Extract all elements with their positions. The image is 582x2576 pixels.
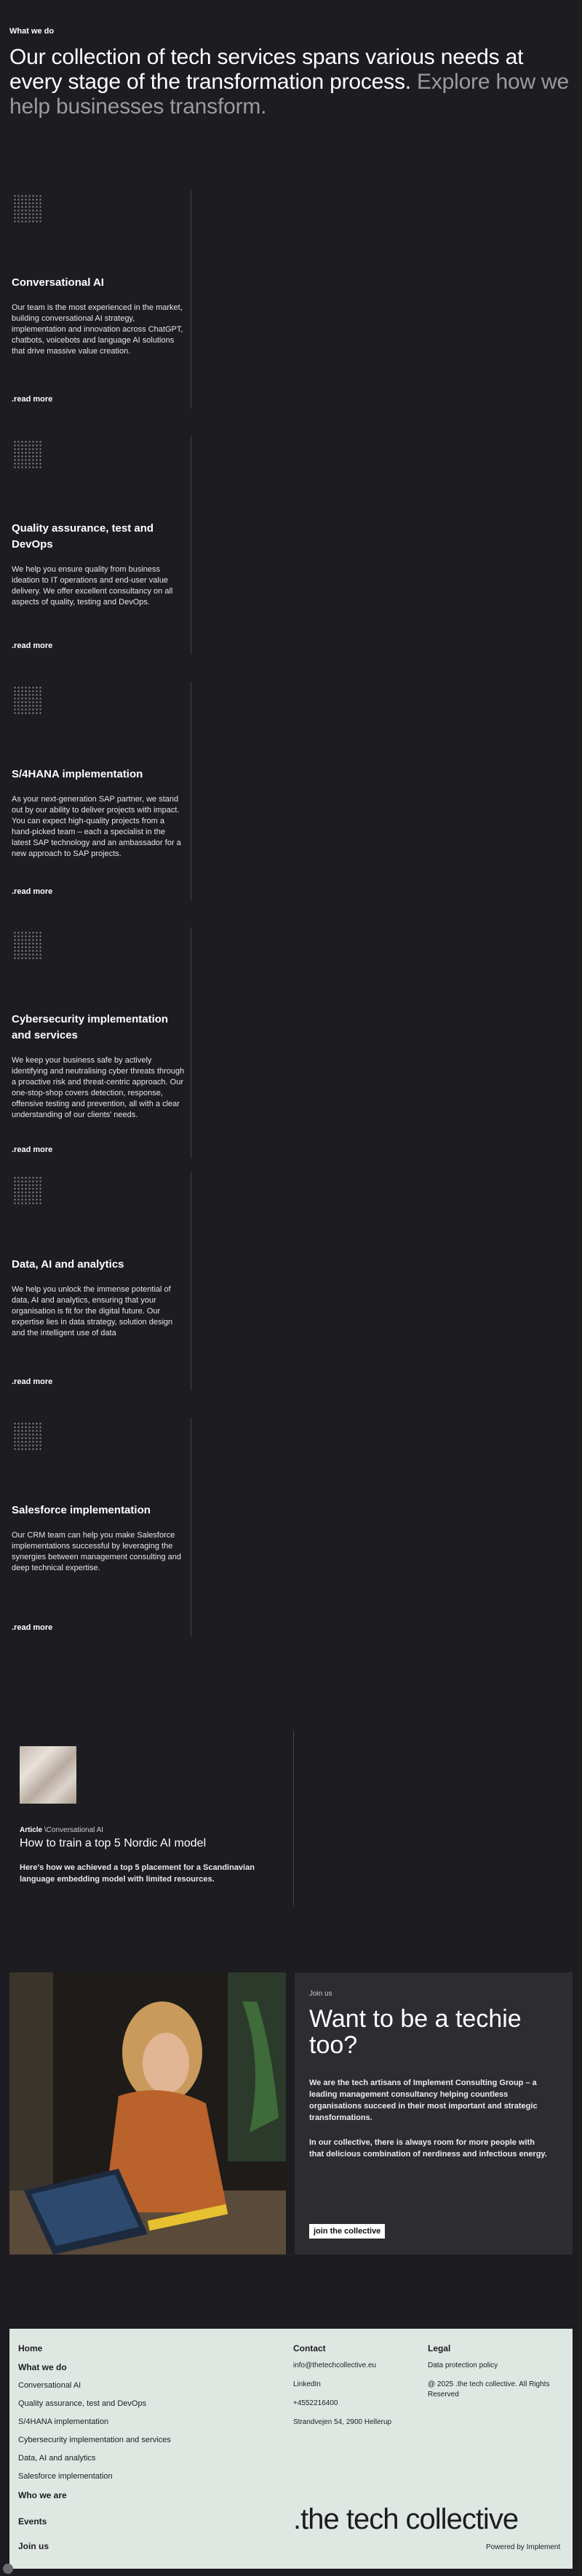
read-more-link[interactable]: .read more bbox=[12, 395, 53, 404]
footer-what-we-do-link[interactable]: What we do bbox=[18, 2362, 67, 2372]
read-more-link[interactable]: .read more bbox=[12, 1377, 53, 1386]
footer-link-s4hana[interactable]: S/4HANA implementation bbox=[18, 2417, 109, 2426]
service-card-conversational-ai bbox=[9, 191, 191, 409]
article-meta bbox=[20, 1826, 103, 1834]
footer-address: Strandvejen 54, 2900 Hellerup bbox=[293, 2418, 392, 2426]
footer-linkedin-link[interactable]: LinkedIn bbox=[293, 2380, 321, 2388]
dot-grid-icon bbox=[13, 440, 42, 469]
join-label: Join us bbox=[309, 1990, 332, 1998]
hero-heading bbox=[9, 45, 570, 119]
service-description: We keep your business safe by actively identifying and neutralising cyber threats through a proactive risk and threat-centric approach. Our one-stop-shop covers detection, response, offensive testing and prevention, all with a clear understanding of our clients' needs. bbox=[12, 1056, 185, 1119]
dot-grid-icon bbox=[13, 686, 42, 715]
footer-who-we-are-link[interactable]: Who we are bbox=[18, 2490, 67, 2500]
service-description: We help you ensure quality from business ideation to IT operations and end-user value delivery. We offer excellent consultancy on all aspects of quality, testing and DevOps. bbox=[12, 565, 173, 607]
join-panel bbox=[295, 1972, 573, 2255]
service-card-data-ai bbox=[9, 1172, 191, 1391]
service-title: Salesforce implementation bbox=[12, 1504, 151, 1516]
hero-main: Our collection of tech services spans various needs at every stage of the transformation process. bbox=[9, 45, 524, 94]
footer-link-data-ai[interactable]: Data, AI and analytics bbox=[18, 2454, 96, 2463]
service-description: Our team is the most experienced in the market, building conversational AI strategy, implementation and innovation across ChatGPT, chatbots, voicebots and language AI solutions that drive massive value creation. bbox=[12, 303, 183, 356]
service-card-salesforce bbox=[9, 1418, 191, 1636]
team-photo bbox=[9, 1972, 286, 2255]
footer-copyright: @ 2025 .the tech collective. All Rights Reserved bbox=[428, 2380, 550, 2399]
service-title: Conversational AI bbox=[12, 276, 104, 289]
article-title[interactable]: How to train a top 5 Nordic AI model bbox=[20, 1837, 207, 1849]
section-label: What we do bbox=[9, 27, 55, 36]
footer-home-link[interactable]: Home bbox=[18, 2343, 43, 2353]
dot-grid-icon bbox=[13, 931, 42, 960]
article-thumbnail bbox=[20, 1746, 76, 1804]
service-title: Data, AI and analytics bbox=[12, 1258, 124, 1271]
footer-link-conversational-ai[interactable]: Conversational AI bbox=[18, 2381, 81, 2390]
service-title: S/4HANA implementation bbox=[12, 768, 143, 780]
cookie-settings-icon[interactable] bbox=[3, 2564, 13, 2574]
footer-logo[interactable]: .the tech collective bbox=[293, 2503, 519, 2535]
footer-link-salesforce[interactable]: Salesforce implementation bbox=[18, 2472, 113, 2481]
footer-contact-heading: Contact bbox=[293, 2343, 326, 2353]
footer-phone[interactable]: +4552216400 bbox=[293, 2399, 338, 2407]
footer-link-cybersecurity[interactable]: Cybersecurity implementation and services bbox=[18, 2436, 171, 2444]
footer-legal-heading: Legal bbox=[428, 2343, 451, 2353]
article-summary: Here's how we achieved a top 5 placement for a Scandinavian language embedding model with limited resources. bbox=[20, 1863, 255, 1884]
service-description: We help you unlock the immense potential of data, AI and analytics, ensuring that your organisation is fit for the digital future. Our expertise lies in data strategy, solution design and the intelligent use of data bbox=[12, 1285, 173, 1337]
join-title: Want to be a techie too? bbox=[309, 2005, 522, 2059]
footer-email-link[interactable]: info@thetechcollective.eu bbox=[293, 2361, 377, 2369]
article-category: \Conversational AI bbox=[44, 1826, 104, 1834]
photo-illustration bbox=[9, 1972, 286, 2255]
service-card-s4hana bbox=[9, 682, 191, 900]
dot-grid-icon bbox=[13, 1422, 42, 1451]
service-card-cybersecurity bbox=[9, 927, 191, 1159]
footer-link-quality[interactable]: Quality assurance, test and DevOps bbox=[18, 2399, 147, 2408]
join-paragraph-1: We are the tech artisans of Implement Consulting Group – a leading management consultancy helping countless organisations succeed in their most important and strategic transformations. bbox=[309, 2079, 538, 2122]
read-more-link[interactable]: .read more bbox=[12, 887, 53, 896]
article-type: Article bbox=[20, 1826, 43, 1834]
powered-by[interactable]: Powered by Implement bbox=[486, 2543, 561, 2551]
footer-policy-link[interactable]: Data protection policy bbox=[428, 2361, 498, 2369]
service-description: Our CRM team can help you make Salesforce implementations successful by leveraging the synergies between management consulting and deep technical expertise. bbox=[12, 1531, 181, 1572]
service-title: Quality assurance, test and DevOps bbox=[12, 522, 154, 551]
footer-events-link[interactable]: Events bbox=[18, 2516, 47, 2527]
hero-accent: Explore how we help businesses transform. bbox=[9, 70, 569, 119]
read-more-link[interactable]: .read more bbox=[12, 641, 53, 650]
join-button[interactable]: join the collective bbox=[309, 2224, 385, 2239]
join-paragraph-2: In our collective, there is always room for more people with that delicious combination of nerdiness and infectious energy. bbox=[309, 2138, 547, 2159]
footer bbox=[9, 2329, 573, 2569]
read-more-link[interactable]: .read more bbox=[12, 1623, 53, 1632]
service-description: As your next-generation SAP partner, we stand out by our ability to deliver projects with impact. You can expect high-quality projects from a hand-picked team – each a specialist in the latest SAP technology and an ambassador for a new approach to SAP projects. bbox=[12, 795, 181, 858]
service-title: Cybersecurity implementation and services bbox=[12, 1013, 169, 1041]
footer-join-us-link[interactable]: Join us bbox=[18, 2541, 49, 2551]
service-card-quality-assurance bbox=[9, 436, 191, 655]
article-card[interactable] bbox=[9, 1731, 293, 1905]
read-more-link[interactable]: .read more bbox=[12, 1145, 53, 1154]
article-divider bbox=[293, 1731, 294, 1905]
dot-grid-icon bbox=[13, 194, 42, 223]
dot-grid-icon bbox=[13, 1176, 42, 1205]
